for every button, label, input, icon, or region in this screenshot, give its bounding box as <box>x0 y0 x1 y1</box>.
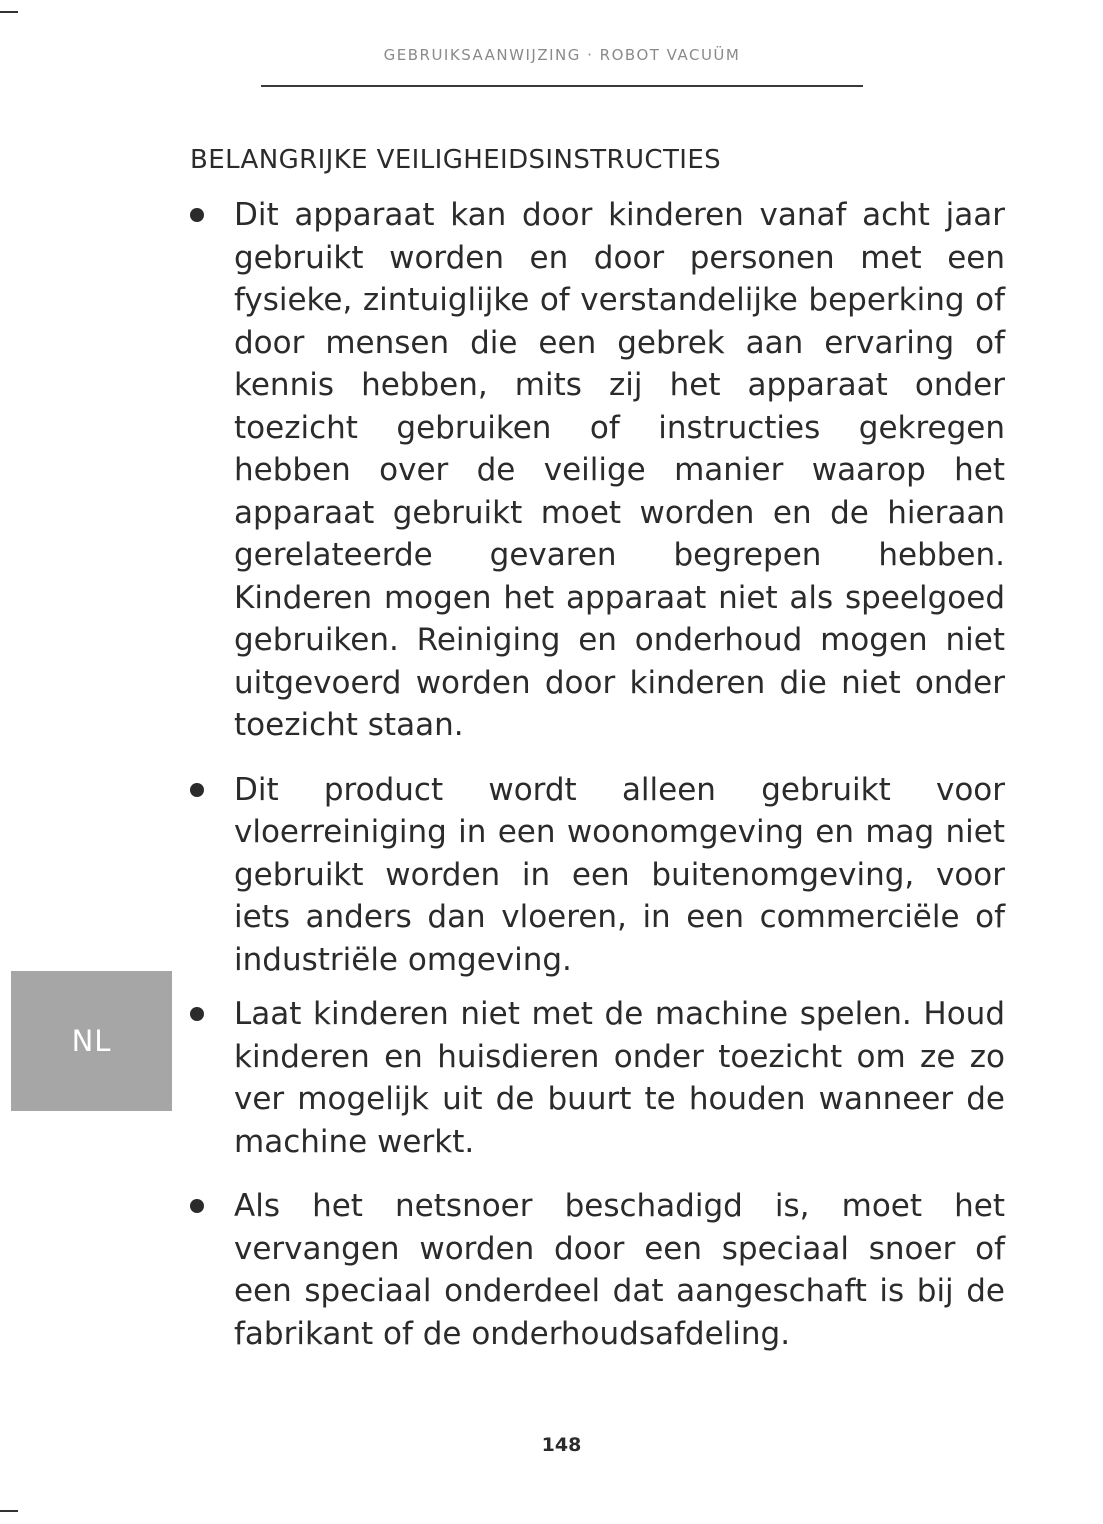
language-tab: NL <box>11 971 172 1111</box>
list-item <box>190 769 1005 982</box>
page-number: 148 <box>541 1434 582 1456</box>
bullet-icon <box>190 208 204 222</box>
list-item <box>190 993 1005 1163</box>
bullet-icon <box>190 1007 204 1021</box>
section-title: BELANGRIJKE VEILIGHEIDSINSTRUCTIES <box>190 145 722 175</box>
crop-mark-top <box>0 11 18 13</box>
list-item-text: Dit product wordt alleen gebruikt voor vloerreiniging in een woonomgeving en mag niet gebruikt worden in een buitenomgeving, voor iets anders dan vloeren, in een commerciële of industriële omgeving. <box>234 771 1005 978</box>
list-item-text: Als het netsnoer beschadigd is, moet het vervangen worden door een speciaal snoer of een speciaal onderdeel dat aangeschaft is bij de fabrikant of de onderhoudsafdeling. <box>234 1188 1005 1352</box>
header-rule <box>261 85 863 87</box>
bullet-icon <box>190 1199 204 1213</box>
list-item <box>190 1185 1005 1355</box>
list-item <box>190 194 1005 747</box>
list-item-text: Dit apparaat kan door kinderen vanaf acht jaar gebruikt worden en door personen met een fysieke, zintuiglijke of verstandelijke beperking of door mensen die een gebrek aan ervaring of kennis hebben, mits zij het apparaat onder toezicht gebruiken of instructies gekregen hebben over de veilige manier waarop het apparaat gebruikt moet worden en de hieraan gerelateerde gevaren begrepen hebben. Kinderen mogen het apparaat niet als speelgoed gebruiken. Reiniging en onderhoud mogen niet uitgevoerd worden door kinderen die niet onder toezicht staan. <box>234 197 1005 743</box>
running-header: GEBRUIKSAANWIJZING · ROBOT VACUÜM <box>383 46 741 64</box>
bullet-icon <box>190 783 204 797</box>
crop-mark-bottom <box>0 1510 18 1512</box>
safety-instruction-list <box>190 194 1005 1377</box>
list-item-text: Laat kinderen niet met de machine spelen. Houd kinderen en huisdieren onder toezicht om ze zo ver mogelijk uit de buurt te houden wanneer de machine werkt. <box>234 996 1005 1160</box>
